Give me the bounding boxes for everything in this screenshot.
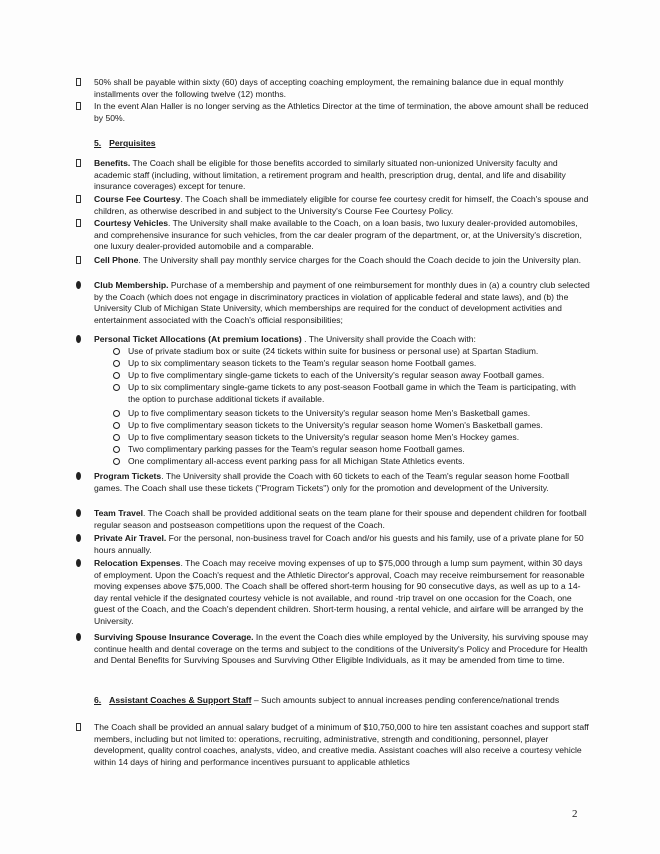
bullet-dot-icon — [76, 558, 81, 570]
checkbox-bullet-icon — [76, 158, 81, 170]
list-item: Personal Ticket Allocations (At premium locations) . The University shall provide the Coach with: — [94, 334, 476, 344]
list-item: Course Fee Courtesy. The Coach shall be immediately eligible for course fee courtesy credit for himself, the Coach's spouse and children, as otherwise described in and subject to the University's Course Fee Courtesy Policy. — [94, 194, 589, 216]
section-number: 5. — [94, 138, 102, 148]
checkbox-bullet-icon — [76, 194, 81, 206]
bullet-dot-icon — [76, 334, 81, 346]
circle-bullet-icon — [113, 360, 120, 367]
circle-bullet-icon — [113, 410, 120, 417]
section-note: – Such amounts subject to annual increases pending conference/national trends — [251, 695, 560, 705]
circle-bullet-icon — [113, 434, 120, 441]
checkbox-bullet-icon — [76, 77, 81, 89]
checkbox-bullet-icon — [76, 218, 81, 230]
list-item: The Coach shall be provided an annual salary budget of a minimum of $10,750,000 to hire ten assistant coaches and support staff members, including but not limited to: operations, recruiting, administrative, strength and conditioning, personnel, player development, quality control coaches, analysts, video, and creative media. Assistant coaches will also receive a courtesy vehicle within 14 days of hiring and performance incentives pursuant to applicable athletics — [94, 722, 589, 767]
section-6-heading — [94, 695, 584, 707]
sub-list-item: Up to six complimentary season tickets to the Team's regular season home Football games. — [128, 358, 477, 368]
bullet-dot-icon — [76, 471, 81, 483]
list-item: Private Air Travel. For the personal, non-business travel for Coach and/or his guests and his family, use of a private plane for 50 hours annually. — [94, 533, 584, 555]
sub-list-item: One complimentary all-access event parking pass for all Michigan State Athletics events. — [128, 456, 465, 466]
circle-bullet-icon — [113, 348, 120, 355]
bullet-dot-icon — [76, 280, 81, 292]
list-item: Relocation Expenses. The Coach may receive moving expenses of up to $75,000 through a lump sum payment, within 30 days of employment. Upon the Coach's request and the Athletic Director's approval, Coach may receive reimbursement for reasonable moving expenses above $75,000. The Coach shall be offered short-term housing for 90 consecutive days, as well as up to a 14-day rental vehicle if the designated courtesy vehicle is not available, and round -trip travel on one occasion for the Coach, one guest of the Coach, and the Coach's dependent children. Short-term housing, a rental vehicle, and airfare will be arranged by the University. — [94, 558, 585, 626]
section-title: Perquisites — [109, 138, 156, 148]
list-item: Cell Phone. The University shall pay monthly service charges for the Coach should the Coach decide to join the University plan. — [94, 255, 582, 265]
sub-list-item: Use of private stadium box or suite (24 tickets within suite for business or personal use) at Spartan Stadium. — [128, 346, 539, 356]
bullet-dot-icon — [76, 508, 81, 520]
circle-bullet-icon — [113, 372, 120, 379]
list-item: 50% shall be payable within sixty (60) days of accepting coaching employment, the remaining balance due in equal monthly installments over the following twelve (12) months. — [94, 77, 564, 99]
sub-list-item: Two complimentary parking passes for the Team's regular season home Football games. — [128, 444, 465, 454]
section-title: Assistant Coaches & Support Staff — [109, 695, 252, 705]
section-5-heading — [94, 138, 156, 150]
sub-list-item: Up to five complimentary season tickets to the University's regular season home Men's Hockey games. — [128, 432, 520, 442]
circle-bullet-icon — [113, 446, 120, 453]
section-number: 6. — [94, 695, 102, 705]
checkbox-bullet-icon — [76, 101, 81, 113]
list-item: Surviving Spouse Insurance Coverage. In the event the Coach dies while employed by the University, his surviving spouse may continue health and dental coverage on the terms and subject to the conditions of the University's Policy and Procedure for Health and Dental Benefits for Surviving Spouses and Surviving Other Eligible Individuals, as it may be amended from time to time. — [94, 632, 589, 666]
list-item: Team Travel. The Coach shall be provided additional seats on the team plane for their spouse and dependent children for football regular season and postseason competitions upon the request of the Coach. — [94, 508, 587, 530]
bullet-dot-icon — [76, 533, 81, 545]
page-number: 2 — [572, 808, 578, 820]
bullet-dot-icon — [76, 632, 81, 644]
checkbox-bullet-icon — [76, 722, 81, 734]
circle-bullet-icon — [113, 458, 120, 465]
checkbox-bullet-icon — [76, 255, 81, 267]
sub-list-item: Up to five complimentary single-game tickets to each of the University's regular season away Football games. — [128, 370, 545, 380]
list-item: Courtesy Vehicles. The University shall make available to the Coach, on a loan basis, two luxury dealer-provided automobiles, and comprehensive insurance for such vehicles, from the car dealer program of the department, or, at the University's discretion, one luxury dealer-provided automobile and a comparable. — [94, 218, 582, 252]
sub-list-item: Up to six complimentary single-game tickets to any post-season Football game in which the Team is participating, with the option to purchase additional tickets if available. — [128, 382, 576, 404]
list-item: In the event Alan Haller is no longer serving as the Athletics Director at the time of termination, the above amount shall be reduced by 50%. — [94, 101, 589, 123]
list-item: Benefits. The Coach shall be eligible for those benefits accorded to similarly situated non-unionized University faculty and academic staff (including, without limitation, a retirement program and health, prescription drug, dental, and life and disability insurance coverages) except for tenure. — [94, 158, 566, 192]
circle-bullet-icon — [113, 422, 120, 429]
list-item: Program Tickets. The University shall provide the Coach with 60 tickets to each of the Team's regular season home Football games. The Coach shall use these tickets ("Program Tickets") only for the promotion and development of the University. — [94, 471, 570, 493]
sub-list-item: Up to five complimentary season tickets to the University's regular season home Women's Basketball games. — [128, 420, 543, 430]
sub-list-item: Up to five complimentary season tickets to the University's regular season home Men's Basketball games. — [128, 408, 531, 418]
list-item: Club Membership. Purchase of a membership and payment of one reimbursement for monthly dues in (a) a country club selected by the Coach (which does not engage in discriminatory practices in violation of applicable federal and state laws), and (b) the University Club of Michigan State University, which memberships are required for the conduct of development activities and entertainment associated with the Coach's official responsibilities; — [94, 280, 590, 325]
circle-bullet-icon — [113, 384, 120, 391]
